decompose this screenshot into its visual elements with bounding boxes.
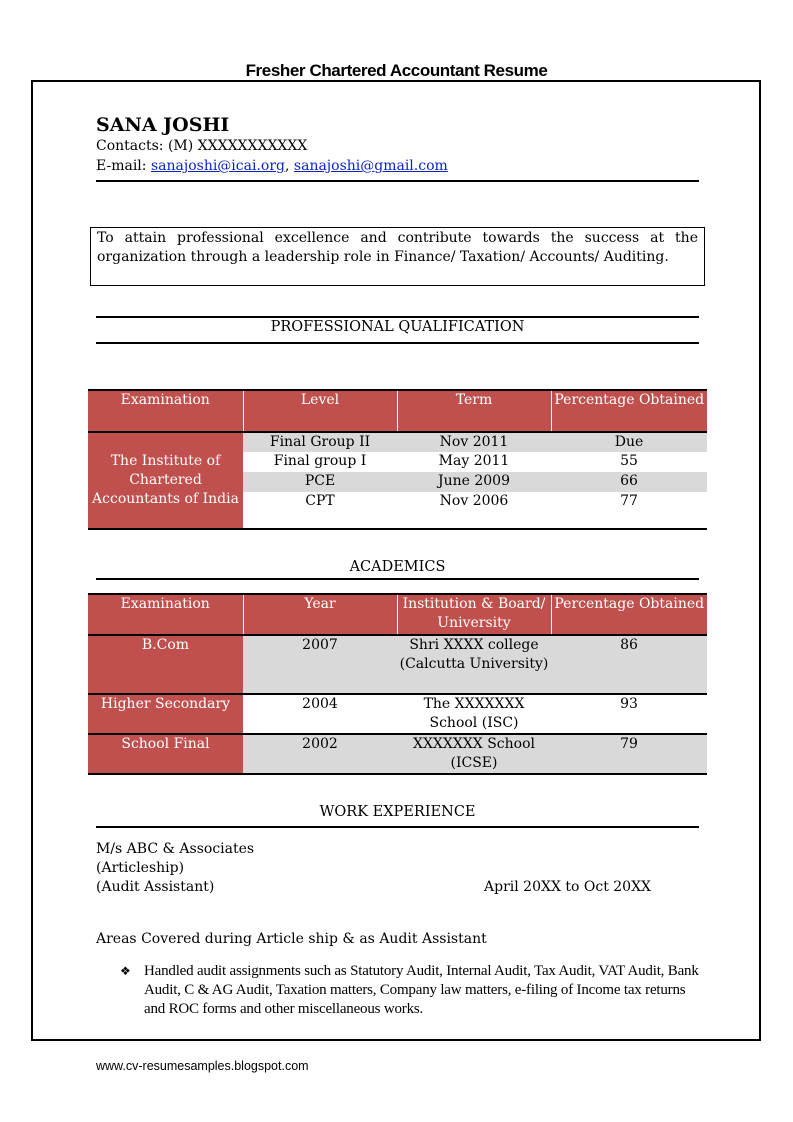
academics-table xyxy=(88,593,707,775)
header-divider xyxy=(96,180,699,182)
percentage-cell: 86 xyxy=(551,635,707,694)
institute-cell: The Institute of Chartered Accountants of India xyxy=(88,432,243,529)
contacts-value: XXXXXXXXXXX xyxy=(197,138,308,154)
contacts-label: Contacts: (M) xyxy=(96,138,198,154)
section-rule-bottom xyxy=(96,826,699,828)
column-header: Examination xyxy=(88,390,243,432)
year-cell: 2007 xyxy=(243,635,397,694)
email-label: E-mail: xyxy=(96,158,151,174)
percentage-cell: Due xyxy=(551,432,707,452)
term-cell: June 2009 xyxy=(397,472,551,492)
candidate-name: SANA JOSHI xyxy=(96,114,230,136)
term-cell: Nov 2011 xyxy=(397,432,551,452)
document-title: Fresher Chartered Accountant Resume xyxy=(245,61,548,80)
table-header-row xyxy=(88,594,707,635)
level-cell: Final Group II xyxy=(243,432,397,452)
percentage-cell: 55 xyxy=(551,452,707,472)
level-cell: CPT xyxy=(243,492,397,529)
email-line xyxy=(96,158,448,174)
percentage-cell: 79 xyxy=(551,734,707,774)
work-heading: WORK EXPERIENCE xyxy=(319,804,476,820)
email-link-gmail[interactable]: sanajoshi@gmail.com xyxy=(293,158,448,174)
exam-cell: B.Com xyxy=(88,635,243,694)
firm-name: M/s ABC & Associates xyxy=(96,841,255,857)
role-audit-assistant: (Audit Assistant) xyxy=(96,879,215,895)
academics-heading: ACADEMICS xyxy=(349,559,446,575)
institution-cell: XXXXXXX School (ICSE) xyxy=(397,734,551,774)
level-cell: PCE xyxy=(243,472,397,492)
professional-table xyxy=(88,389,707,530)
year-cell: 2002 xyxy=(243,734,397,774)
percentage-cell: 77 xyxy=(551,492,707,529)
column-header: Percentage Obtained xyxy=(551,390,707,432)
diamond-bullet-icon: ❖ xyxy=(120,964,131,978)
table-row xyxy=(88,694,707,734)
percentage-cell: 66 xyxy=(551,472,707,492)
level-cell: Final group I xyxy=(243,452,397,472)
column-header: Level xyxy=(243,390,397,432)
column-header: Institution & Board/ University xyxy=(397,594,551,635)
footer-url: www.cv-resumesamples.blogspot.com xyxy=(96,1059,309,1073)
column-header: Year xyxy=(243,594,397,635)
institution-cell: Shri XXXX college (Calcutta University) xyxy=(397,635,551,694)
institution-cell: The XXXXXXX School (ISC) xyxy=(397,694,551,734)
email-link-icai[interactable]: sanajoshi@icai.org xyxy=(150,158,285,174)
table-row xyxy=(88,432,707,452)
exam-cell: Higher Secondary xyxy=(88,694,243,734)
year-cell: 2004 xyxy=(243,694,397,734)
objective-box: To attain professional excellence and contribute towards the success at the organization through a leadership role in Finance/ Taxation/ Accounts/ Auditing. xyxy=(90,227,705,286)
table-row xyxy=(88,734,707,774)
professional-heading: PROFESSIONAL QUALIFICATION xyxy=(270,319,525,335)
areas-heading: Areas Covered during Article ship & as Audit Assistant xyxy=(96,931,487,947)
term-cell: May 2011 xyxy=(397,452,551,472)
bullet-text: Handled audit assignments such as Statutory Audit, Internal Audit, Tax Audit, VAT Audit, Bank Audit, C & AG Audit, Taxation matters, Company law matters, e-filing of Income tax returns and ROC forms and other miscellaneous works. xyxy=(144,963,699,1017)
column-header: Examination xyxy=(88,594,243,635)
section-rule-top xyxy=(96,316,699,318)
column-header: Percentage Obtained xyxy=(551,594,707,635)
contacts-line xyxy=(96,138,307,154)
email-separator: , xyxy=(285,158,294,174)
percentage-cell: 93 xyxy=(551,694,707,734)
exam-cell: School Final xyxy=(88,734,243,774)
role-articleship: (Articleship) xyxy=(96,860,185,876)
section-rule-bottom xyxy=(96,342,699,344)
table-header-row xyxy=(88,390,707,432)
term-cell: Nov 2006 xyxy=(397,492,551,529)
table-row xyxy=(88,635,707,694)
section-rule-bottom xyxy=(96,578,699,580)
column-header: Term xyxy=(397,390,551,432)
work-period: April 20XX to Oct 20XX xyxy=(484,879,652,895)
